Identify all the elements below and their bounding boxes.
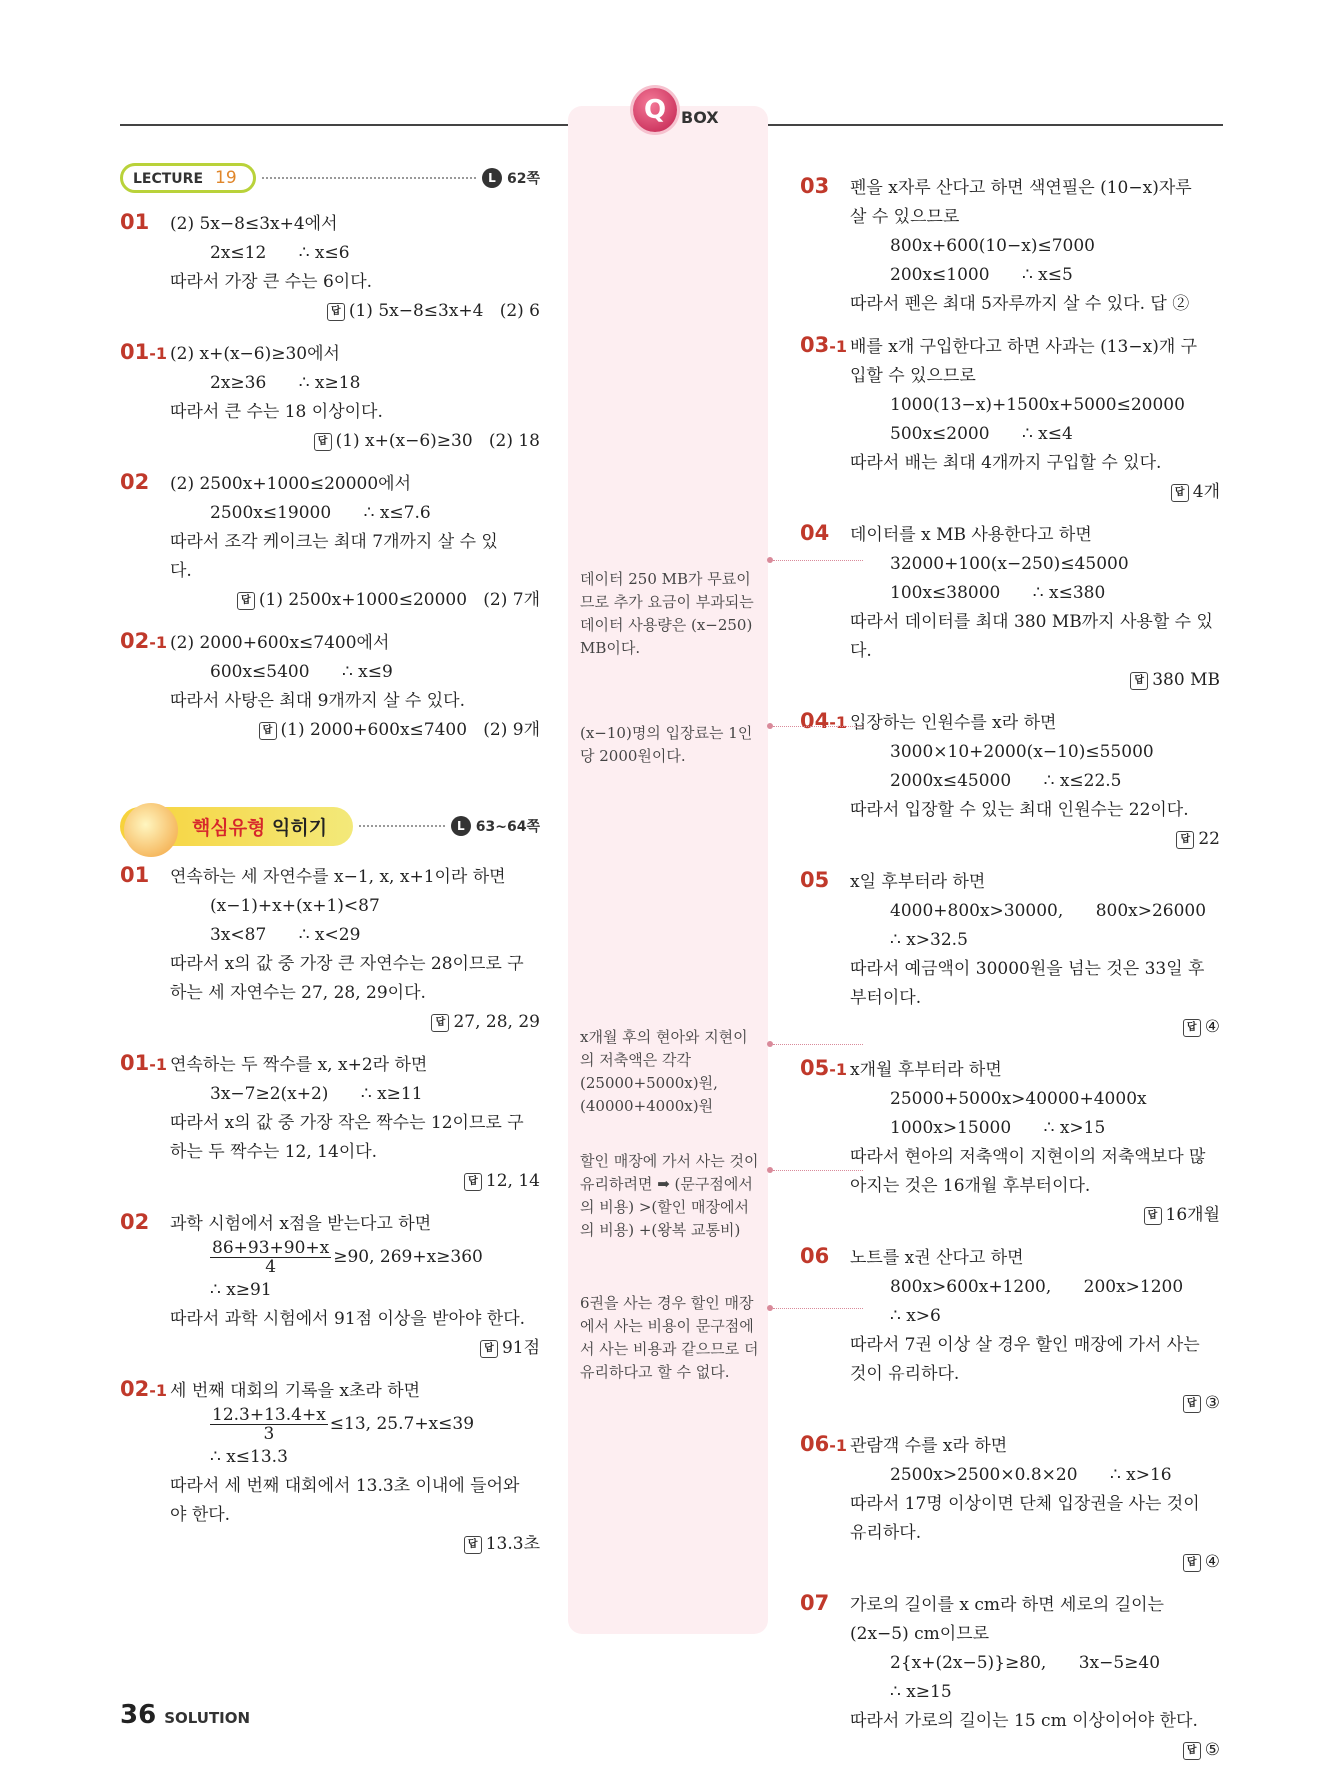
conclusion-text: 유리하다.: [850, 1523, 922, 1543]
problem: [800, 1056, 1220, 1230]
work-line: 800x+600(10−x)≤7000: [890, 236, 1095, 256]
problem-text: 관람객 수를 x라 하면: [850, 1436, 1008, 1456]
fraction-line: [170, 1239, 540, 1276]
work-line: 200x≤1000 ∴ x≤5: [890, 265, 1073, 285]
conclusion-text: 따라서 x의 값 중 가장 작은 짝수는 12이므로 구: [170, 1113, 524, 1133]
problem-number: [800, 868, 829, 892]
left-column: [120, 160, 540, 1559]
answer-icon: 답: [1183, 1742, 1201, 1760]
core-title-red: 핵심유형: [192, 816, 266, 839]
conclusion-text: 따라서 큰 수는 18 이상이다.: [170, 402, 383, 422]
problem-text: 가로의 길이를 x cm라 하면 세로의 길이는: [850, 1595, 1164, 1615]
problem: [120, 1210, 540, 1363]
answer: [170, 716, 540, 745]
section-icon: [124, 803, 178, 857]
problem-text: x일 후부터라 하면: [850, 872, 986, 892]
work-line: 1000x>15000 ∴ x>15: [890, 1118, 1106, 1138]
problem-sub: -1: [149, 1381, 168, 1400]
problem: [120, 629, 540, 745]
problem-text: (2) x+(x−6)≥30에서: [170, 344, 340, 364]
conclusion-text: 따라서 과학 시험에서 91점 이상을 받아야 한다.: [170, 1309, 526, 1329]
book-name: SOLUTION: [164, 1709, 251, 1727]
conclusion-text: 따라서 x의 값 중 가장 큰 자연수는 28이므로 구: [170, 954, 524, 974]
problem: [120, 340, 540, 456]
problem-text: 배를 x개 구입한다고 하면 사과는 (13−x)개 구: [850, 337, 1198, 357]
problem-number: [800, 1056, 847, 1080]
problem-sub: -1: [829, 337, 848, 356]
problem-num: 01: [120, 863, 150, 887]
answer: [850, 1013, 1220, 1042]
answer: [850, 1389, 1220, 1418]
answer-text: 16개월: [1165, 1205, 1220, 1225]
qbox-note: 할인 매장에 가서 사는 것이 유리하려면 ➡ (문구점에서의 비용) >(할인 매장에서의 비용) +(왕복 교통비): [580, 1152, 759, 1239]
qbox-column: [568, 106, 768, 1634]
problem-text: 과학 시험에서 x점을 받는다고 하면: [170, 1214, 432, 1234]
problem-number: [800, 1244, 829, 1268]
problem-num: 02: [120, 1210, 150, 1234]
problem-text: 펜을 x자루 산다고 하면 색연필은 (10−x)자루: [850, 178, 1192, 198]
work-line: 800x>600x+1200, 200x>1200: [890, 1277, 1184, 1297]
conclusion-text: 따라서 조각 케이크는 최대 7개까지 살 수 있: [170, 532, 498, 552]
answer-text: 380 MB: [1152, 670, 1220, 690]
lecture-page: 62쪽: [506, 171, 540, 187]
problem-number: [120, 210, 149, 234]
work-line: 600x≤5400 ∴ x≤9: [210, 662, 393, 682]
core-page-ref: [451, 816, 540, 836]
conclusion-text: 야 한다.: [170, 1505, 231, 1525]
lesson-icon: L: [482, 168, 502, 188]
problem-num: 07: [800, 1591, 830, 1615]
work-line: 2000x≤45000 ∴ x≤22.5: [890, 771, 1122, 791]
problem-text: 입장하는 인원수를 x라 하면: [850, 713, 1057, 733]
work-line: 4000+800x>30000, 800x>26000: [890, 901, 1207, 921]
conclusion-text: 따라서 입장할 수 있는 최대 인원수는 22이다.: [850, 800, 1189, 820]
answer: [170, 1334, 540, 1363]
work-line: ∴ x>6: [890, 1306, 941, 1326]
work-line: (x−1)+x+(x+1)<87: [210, 896, 380, 916]
problem-sub: -1: [829, 713, 848, 732]
core-problems: [120, 863, 540, 1559]
answer: [170, 297, 540, 326]
lecture-badge: [120, 163, 256, 193]
conclusion-text: 따라서 현아의 저축액이 지현이의 저축액보다 많: [850, 1147, 1206, 1167]
problem-sub: -1: [149, 1055, 168, 1074]
problem-number: [120, 1377, 167, 1401]
answer-text: ⑤: [1204, 1740, 1220, 1760]
problem-num: 03: [800, 333, 830, 357]
problem-num: 05: [800, 1056, 830, 1080]
fraction: [210, 1239, 331, 1276]
conclusion-text: 따라서 가장 큰 수는 6이다.: [170, 272, 373, 292]
problem-sub: -1: [149, 633, 168, 652]
answer-icon: 답: [1130, 672, 1148, 690]
lecture-page-ref: [482, 168, 540, 188]
conclusion-text: 따라서 세 번째 대회에서 13.3초 이내에 들어와: [170, 1476, 520, 1496]
work-line: 500x≤2000 ∴ x≤4: [890, 424, 1073, 444]
answer-icon: 답: [431, 1014, 449, 1032]
answer-icon: 답: [327, 303, 345, 321]
answer-icon: 답: [1183, 1554, 1201, 1572]
conclusion-text: 다.: [850, 641, 872, 661]
answer-icon: 답: [1144, 1207, 1162, 1225]
answer: [850, 666, 1220, 695]
answer-icon: 답: [1183, 1395, 1201, 1413]
answer: [850, 1201, 1220, 1230]
core-section-header: [120, 803, 540, 849]
header-rule-left: [120, 124, 568, 126]
core-page: 63~64쪽: [475, 819, 540, 835]
answer-text: (1) x+(x−6)≥30 (2) 18: [335, 431, 540, 451]
lecture-header: [120, 160, 540, 196]
problem: [800, 174, 1220, 319]
problem-text: (2) 2000+600x≤7400에서: [170, 633, 390, 653]
answer: [170, 586, 540, 615]
problem-number: [120, 340, 167, 364]
lecture-problems: [120, 210, 540, 745]
core-section-badge: [120, 807, 353, 846]
answer-text: ④: [1204, 1017, 1220, 1037]
problem-number: [120, 863, 149, 887]
core-title: 익히기: [265, 816, 328, 839]
fraction-line: [170, 1406, 540, 1443]
problem-text: 연속하는 두 짝수를 x, x+2라 하면: [170, 1055, 428, 1075]
work-line: 3x−7≥2(x+2) ∴ x≥11: [210, 1084, 423, 1104]
qbox-note: (x−10)명의 입장료는 1인당 2000원이다.: [580, 724, 753, 765]
answer-icon: 답: [259, 722, 277, 740]
problem-text: (2) 2500x+1000≤20000에서: [170, 474, 412, 494]
work-line: 1000(13−x)+1500x+5000≤20000: [890, 395, 1185, 415]
work-line: 3x<87 ∴ x<29: [210, 925, 361, 945]
problem: [120, 210, 540, 326]
problem-text: 살 수 있으므로: [850, 207, 960, 227]
problem-text: (2) 5x−8≤3x+4에서: [170, 214, 338, 234]
problem: [800, 1432, 1220, 1577]
footer: [120, 1700, 250, 1730]
problem: [120, 863, 540, 1037]
problem: [800, 709, 1220, 854]
lecture-label: LECTURE: [133, 171, 204, 187]
problem-text: (2x−5) cm이므로: [850, 1624, 990, 1644]
conclusion-text: 따라서 가로의 길이는 15 cm 이상이어야 한다.: [850, 1711, 1198, 1731]
problem-sub: -1: [149, 344, 168, 363]
answer-icon: 답: [464, 1536, 482, 1554]
answer: [170, 1167, 540, 1196]
problem-num: 02: [120, 629, 150, 653]
problem-num: 05: [800, 868, 830, 892]
problem-text: 연속하는 세 자연수를 x−1, x, x+1이라 하면: [170, 867, 506, 887]
problem-number: [120, 470, 149, 494]
header-rule-right: [768, 124, 1223, 126]
note-connector-line: [773, 1308, 863, 1309]
conclusion-text: 따라서 17명 이상이면 단체 입장권을 사는 것이: [850, 1494, 1200, 1514]
answer-text: ④: [1204, 1552, 1220, 1572]
problem-sub: -1: [829, 1436, 848, 1455]
note-connector-line: [773, 726, 863, 727]
problem-text: x개월 후부터라 하면: [850, 1060, 1002, 1080]
conclusion-text: 아지는 것은 16개월 후부터이다.: [850, 1176, 1091, 1196]
problem: [800, 333, 1220, 507]
conclusion-text: 하는 세 자연수는 27, 28, 29이다.: [170, 983, 426, 1003]
problem: [120, 1377, 540, 1559]
problem-text: 데이터를 x MB 사용한다고 하면: [850, 525, 1092, 545]
answer: [850, 1736, 1220, 1765]
problem: [120, 470, 540, 615]
problem-num: 06: [800, 1432, 830, 1456]
work-line: ∴ x≥91: [210, 1280, 272, 1300]
problem-num: 04: [800, 709, 830, 733]
conclusion-text: 다.: [170, 561, 192, 581]
right-problems: [800, 174, 1220, 1765]
conclusion-text: 따라서 배는 최대 4개까지 구입할 수 있다.: [850, 453, 1162, 473]
problem-text: 입할 수 있으므로: [850, 366, 976, 386]
answer-text: 22: [1198, 829, 1220, 849]
right-column: [800, 160, 1220, 1765]
qbox-note: 데이터 250 MB가 무료이므로 추가 요금이 부과되는 데이터 사용량은 (x−250) MB이다.: [580, 570, 754, 657]
conclusion-text: 따라서 펜은 최대 5자루까지 살 수 있다. 답 ②: [850, 294, 1190, 314]
work-line: 32000+100(x−250)≤45000: [890, 554, 1129, 574]
work-line: ∴ x>32.5: [890, 930, 968, 950]
problem-num: 06: [800, 1244, 830, 1268]
note-connector-line: [773, 560, 863, 561]
problem-number: [800, 333, 847, 357]
conclusion-text: 따라서 데이터를 최대 380 MB까지 사용할 수 있: [850, 612, 1213, 632]
conclusion-text: 것이 유리하다.: [850, 1364, 960, 1384]
lesson-icon: L: [451, 816, 471, 836]
answer: [170, 427, 540, 456]
problem-number: [120, 1210, 149, 1234]
problem-num: 02: [120, 470, 150, 494]
work-line: ∴ x≤13.3: [210, 1447, 288, 1467]
problem: [800, 521, 1220, 695]
answer-text: 13.3초: [485, 1534, 540, 1554]
problem-number: [120, 1051, 167, 1075]
fraction-denominator: 4: [265, 1257, 277, 1277]
answer-text: 12, 14: [485, 1171, 540, 1191]
qbox-label: BOX: [681, 108, 719, 127]
problem: [800, 1244, 1220, 1418]
qbox-logo-icon: Q: [633, 88, 677, 132]
answer-icon: 답: [314, 433, 332, 451]
work-line: 2{x+(2x−5)}≥80, 3x−5≥40: [890, 1653, 1161, 1673]
problem-num: 02: [120, 1377, 150, 1401]
conclusion-text: 따라서 예금액이 30000원을 넘는 것은 33일 후: [850, 959, 1205, 979]
problem-sub: -1: [829, 1060, 848, 1079]
problem-num: 01: [120, 340, 150, 364]
work-line: 25000+5000x>40000+4000x: [890, 1089, 1147, 1109]
answer: [850, 478, 1220, 507]
conclusion-text: 따라서 사탕은 최대 9개까지 살 수 있다.: [170, 691, 465, 711]
answer-icon: 답: [464, 1173, 482, 1191]
work-line: 2x≤12 ∴ x≤6: [210, 243, 350, 263]
work-line: 2x≥36 ∴ x≥18: [210, 373, 361, 393]
problem-num: 04: [800, 521, 830, 545]
answer-text: 4개: [1192, 482, 1220, 502]
fraction-rest: ≥90, 269+x≥360: [333, 1247, 483, 1267]
answer-text: 27, 28, 29: [453, 1012, 540, 1032]
conclusion-text: 하는 두 짝수는 12, 14이다.: [170, 1142, 378, 1162]
qbox-note: x개월 후의 현아와 지현이의 저축액은 각각 (25000+5000x)원, (40000+4000x)원: [580, 1028, 748, 1115]
problem-number: [120, 629, 167, 653]
answer-icon: 답: [237, 592, 255, 610]
page-number: 36: [120, 1700, 157, 1730]
problem: [800, 1591, 1220, 1765]
conclusion-text: 따라서 7권 이상 살 경우 할인 매장에 가서 사는: [850, 1335, 1200, 1355]
answer-icon: 답: [1176, 831, 1194, 849]
fraction-numerator: 12.3+13.4+x: [212, 1405, 326, 1425]
problem-number: [800, 1591, 829, 1615]
answer-icon: 답: [1171, 484, 1189, 502]
problem: [800, 868, 1220, 1042]
problem: [120, 1051, 540, 1196]
answer: [850, 1548, 1220, 1577]
leader-dots: [262, 177, 476, 179]
problem-number: [800, 709, 847, 733]
leader-dots: [359, 825, 445, 827]
problem-num: 03: [800, 174, 830, 198]
answer-text: (1) 5x−8≤3x+4 (2) 6: [348, 301, 540, 321]
problem-number: [800, 521, 829, 545]
answer: [170, 1530, 540, 1559]
problem-text: 세 번째 대회의 기록을 x초라 하면: [170, 1381, 421, 1401]
answer: [850, 825, 1220, 854]
problem-num: 01: [120, 210, 150, 234]
work-line: ∴ x≥15: [890, 1682, 952, 1702]
work-line: 2500x>2500×0.8×20 ∴ x>16: [890, 1465, 1172, 1485]
qbox-note: 6권을 사는 경우 할인 매장에서 사는 비용이 문구점에서 사는 비용과 같으므로 더 유리하다고 할 수 없다.: [580, 1294, 759, 1381]
note-connector-line: [773, 1044, 863, 1045]
answer-icon: 답: [1183, 1019, 1201, 1037]
answer-icon: 답: [480, 1340, 498, 1358]
work-line: 100x≤38000 ∴ x≤380: [890, 583, 1106, 603]
problem-number: [800, 174, 829, 198]
answer-text: (1) 2000+600x≤7400 (2) 9개: [280, 720, 540, 740]
work-line: 3000×10+2000(x−10)≤55000: [890, 742, 1154, 762]
fraction-denominator: 3: [263, 1424, 275, 1444]
answer-text: 91점: [501, 1338, 540, 1358]
problem-num: 01: [120, 1051, 150, 1075]
answer-text: (1) 2500x+1000≤20000 (2) 7개: [258, 590, 540, 610]
answer: [170, 1008, 540, 1037]
answer-text: ③: [1204, 1393, 1220, 1413]
work-line: 2500x≤19000 ∴ x≤7.6: [210, 503, 431, 523]
note-connector-line: [773, 1170, 863, 1171]
conclusion-text: 부터이다.: [850, 988, 922, 1008]
problem-number: [800, 1432, 847, 1456]
fraction-numerator: 86+93+90+x: [212, 1238, 330, 1258]
problem-text: 노트를 x권 산다고 하면: [850, 1248, 1024, 1268]
fraction: [210, 1406, 328, 1443]
fraction-rest: ≤13, 25.7+x≤39: [329, 1414, 475, 1434]
lecture-number: 19: [215, 168, 237, 188]
